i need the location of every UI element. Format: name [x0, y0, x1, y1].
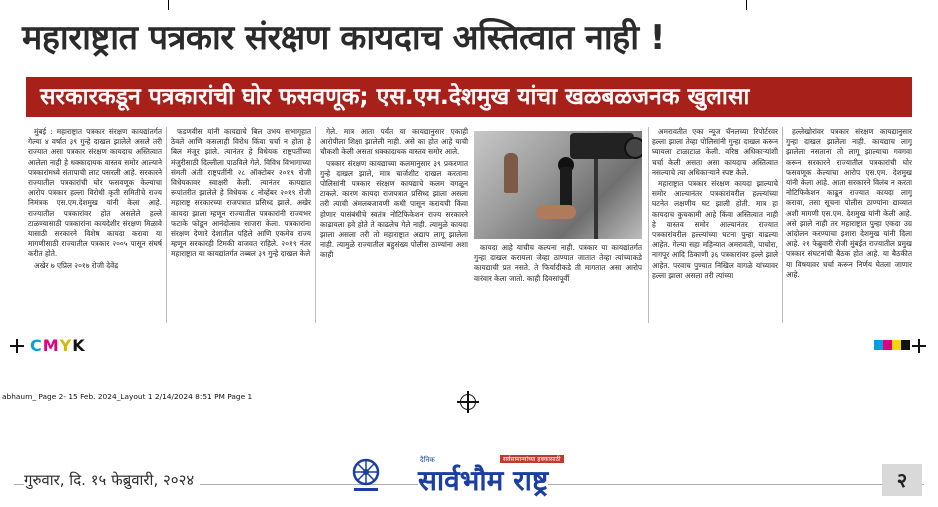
column-divider [648, 127, 649, 323]
paragraph: कायदा आहे याचीच कल्पना नाही. पत्रकार या कायद्यांतर्गत गुन्हा दाखल करायला जेव्हा ठाण्यात जातात तेव्हा त्यांच्याकडे कायद्याची प्रत नसते. ते फिर्यादीकडे ती मागतात असा आरोप वारंवार केला जातो. काही दिवसांपूर्वी [474, 243, 642, 283]
dharma-wheel-icon [348, 456, 384, 496]
paragraph: महाराष्ट्रात पत्रकार संरक्षण कायदा झाल्याचे समोर आल्यानंतर पत्रकारांवरील हल्ल्यांच्या घटनेत लक्षणीय घट झाली होती. मात्र हा कायदाच कुचकामी आहे किंवा अस्तित्वात नाही हे वास्तव समोर आल्यानंतर राज्यात पत्रकारांवरील हल्ल्यांच्या घटना पुन्हा वाढल्या आहेत. गेल्या सहा महिन्यात अमरावती, पाचोरा, नागपूर आदि ठिकाणी ३६ पत्रकारांवर हल्ले झाले आहेत. परवाच पुण्यात निखिल वागळे यांच्यावर हल्ला झाला असला तरी त्यांच्या [652, 179, 778, 280]
paragraph: अमरावतीत एका न्यूज चॅनलच्या रिपोर्टरवर हल्ला झाला तेव्हा पोलिसांनी गुन्हा दाखल करून घ्यायला टाळाटाळ केली. वरिष्ठ अधिकाऱ्यांशी चर्चा केली असता असा कायदाच अस्तित्वात नसल्याचे त्या अधिकाऱ्याने स्पष्ट केले. [652, 127, 778, 177]
cmyk-label [30, 337, 86, 355]
swatch-black [901, 340, 910, 350]
article-column-5 [652, 127, 778, 323]
masthead-daily-label: दैनिक [420, 456, 435, 464]
photo-person [504, 153, 518, 193]
swatch-cyan [874, 340, 883, 350]
column-divider [166, 127, 167, 323]
paragraph: मुंबई : महाराष्ट्रात पत्रकार संरक्षण कायद्यांतर्गत गेल्या ४ वर्षात ३९ गुन्हे दाखल झालेले असले तरी राज्यात असा पत्रकार संरक्षण कायदाच अस्तित्वात आलेला नाही हे धक्कादायक वास्तव समोर आल्याने पत्रकारांमध्ये संतापाची लाट पसरली आहे. सरकारने राज्यातील पत्रकारांची घोर फसवणूक केल्याचा आरोप पत्रकार हल्ला विरोधी कृती समितीचे राज्य निमंत्रक एस.एम.देशमुख यांनी केला आहे. राज्यातील पत्रकारांवर होत असलेले हल्ले टाळण्यासाठी पत्रकारांना कायदेशीर संरक्षण मिळावे यासाठी सरकारने विशेष कायदा करावा या मागणीसाठी राज्यातील पत्रकार २००५ पासून संघर्ष करीत होते. [28, 127, 162, 259]
paragraph: हल्लेखोरांवर पत्रकार संरक्षण कायद्यानुसार गुन्हा दाखल झालेला नाही. कायद्याच लागू झालेला नसताना तो लागू झाल्याचा गवगवा करून सरकारने राज्यातील पत्रकारांची घोर फसवणूक केल्याचा आरोप एस.एम. देशमुख यांनी केला आहे. आता सरकारने विलंब न करता नोटिफिकेशन काढून राज्यात कायदा लागू करावा, तसा सूचना पोलीस ठाण्यांना द्याव्यात अशी मागणी एस.एम. देशमुख यांनी केली आहे. असे झाले नाही तर महाराष्ट्रात पुन्हा एकदा उग्र आंदोलन करण्याचा इशारा देशमुख यांनी दिला आहे. २१ फेब्रुवारी रोजी मुंबईत राज्यातील प्रमुख पत्रकार संघटनांची बैठक होत आहे. या बैठकीत या विषयावर चर्चा करून निर्णय घेतला जाणार आहे. [786, 127, 912, 279]
article-column-4 [474, 243, 642, 323]
swatch-yellow [892, 340, 901, 350]
column-divider [315, 127, 316, 323]
page-number: २ [882, 464, 922, 496]
footer-date: गुरुवार, दि. १५ फेब्रुवारी, २०२४ [24, 470, 200, 490]
swatch-magenta [883, 340, 892, 350]
headline: महाराष्ट्रात पत्रकार संरक्षण कायदाच अस्तित्वात नाही ! [22, 18, 665, 58]
page-footer [0, 452, 938, 507]
crosshair-icon [10, 339, 24, 353]
masthead-title: सार्वभौम राष्ट्र [418, 464, 549, 497]
article-column-3 [320, 127, 468, 323]
paragraph: गेले. मात्र आता पर्यंत या कायद्यानुसार एकाही आरोपीला शिक्षा झालेली नाही. असे का होत आहे याची चौकशी केली असता धक्कादायक वास्तव समोर आले. [320, 127, 468, 157]
crop-mark [168, 0, 169, 10]
masthead-tagline: सर्वसामान्यांच्या हक्कासाठी [500, 455, 564, 463]
cmyk-c: C [30, 336, 43, 355]
photo-arm [536, 205, 576, 219]
article-column-2 [171, 127, 311, 323]
article-column-6 [786, 127, 912, 323]
cmyk-k: K [72, 336, 86, 355]
column-divider [782, 127, 783, 323]
subheadline-banner: सरकारकडून पत्रकारांची घोर फसवणूक; एस.एम.देशमुख यांचा खळबळजनक खुलासा [26, 77, 912, 117]
paragraph: फडणवीस यांनी कायद्याचे बिल उभय सभागृहात ठेवले आणि कसलाही विरोध किंवा चर्चा न होता हे बिल मंजूर झाले. त्यानंतर हे विधेयक राष्ट्रपतींच्या मंजुरीसाठी दिल्लीला पाठविले गेले. विविध विभागाच्या संमती अंती राष्ट्रपतींनी २८ ऑक्टोबर २०१९ रोजी विधेयकावर स्वाक्षरी केली. त्यानंतर कायद्यात रूपांतरीत झालेले हे विधेयक ८ नोव्हेंबर २०१९ रोजी महाराष्ट्र सरकारच्या राजपत्रात प्रसिध्द झाले. अखेर कायदा झाला म्हणून राज्यातील पत्रकारांनी राज्यभर फटाके फोडून आनंदोत्सव साजरा केला. पत्रकारांना संरक्षण देणारे देशातील पहिले आणि एकमेव राज्य म्हणून सरकारही टिमकी वाजवत राहिले. २०१९ नंतर महाराष्ट्रात या कायद्यांतर्गत तब्बल ३९ गुन्हे दाखल केले [171, 127, 311, 259]
paragraph: पत्रकार संरक्षण कायद्याच्या कलमानुसार ३९ प्रकरणात गुन्हे दाखल झाले, मात्र चार्जशीट दाखल करताना पोलिसांनी पत्रकार संरक्षण कायद्याचे कलम वगळून टाकले. कारण कायदा राजपत्रात प्रसिध्द झाला असला तरी त्याची अंमलबजावणी कधी पासून करायची किंवा होणार यासंबंधीचे स्वतंत्र नोटिफिकेशन राज्य सरकारने काढायला हवे होते ते काढलेच गेले नाही. त्यामुळे कायदा झाला असला तरी तो महाराष्ट्रात अद्याप लागू झालेला नाही. त्यामुळे राज्यातील बहुसंख्य पोलीस ठाण्यांना अशा काही [320, 158, 468, 260]
article-body [28, 127, 912, 323]
press-microphone-photo [474, 131, 642, 239]
photo-lens [624, 137, 642, 159]
article-column-1 [28, 127, 162, 323]
color-calibration-bar [874, 340, 910, 350]
cmyk-y: Y [59, 336, 73, 355]
cmyk-m: M [42, 336, 60, 355]
photo-tripod [594, 159, 598, 239]
crop-mark [746, 0, 747, 10]
paragraph: अखेर ७ एप्रिल २०१७ रोजी देवेंद्र [34, 260, 119, 270]
print-slug: abhaum_ Page 2- 15 Feb. 2024_Layout 1 2/14/2024 8:51 PM Page 1 [2, 392, 253, 401]
registration-target-icon [460, 394, 476, 410]
crosshair-icon [912, 339, 926, 353]
